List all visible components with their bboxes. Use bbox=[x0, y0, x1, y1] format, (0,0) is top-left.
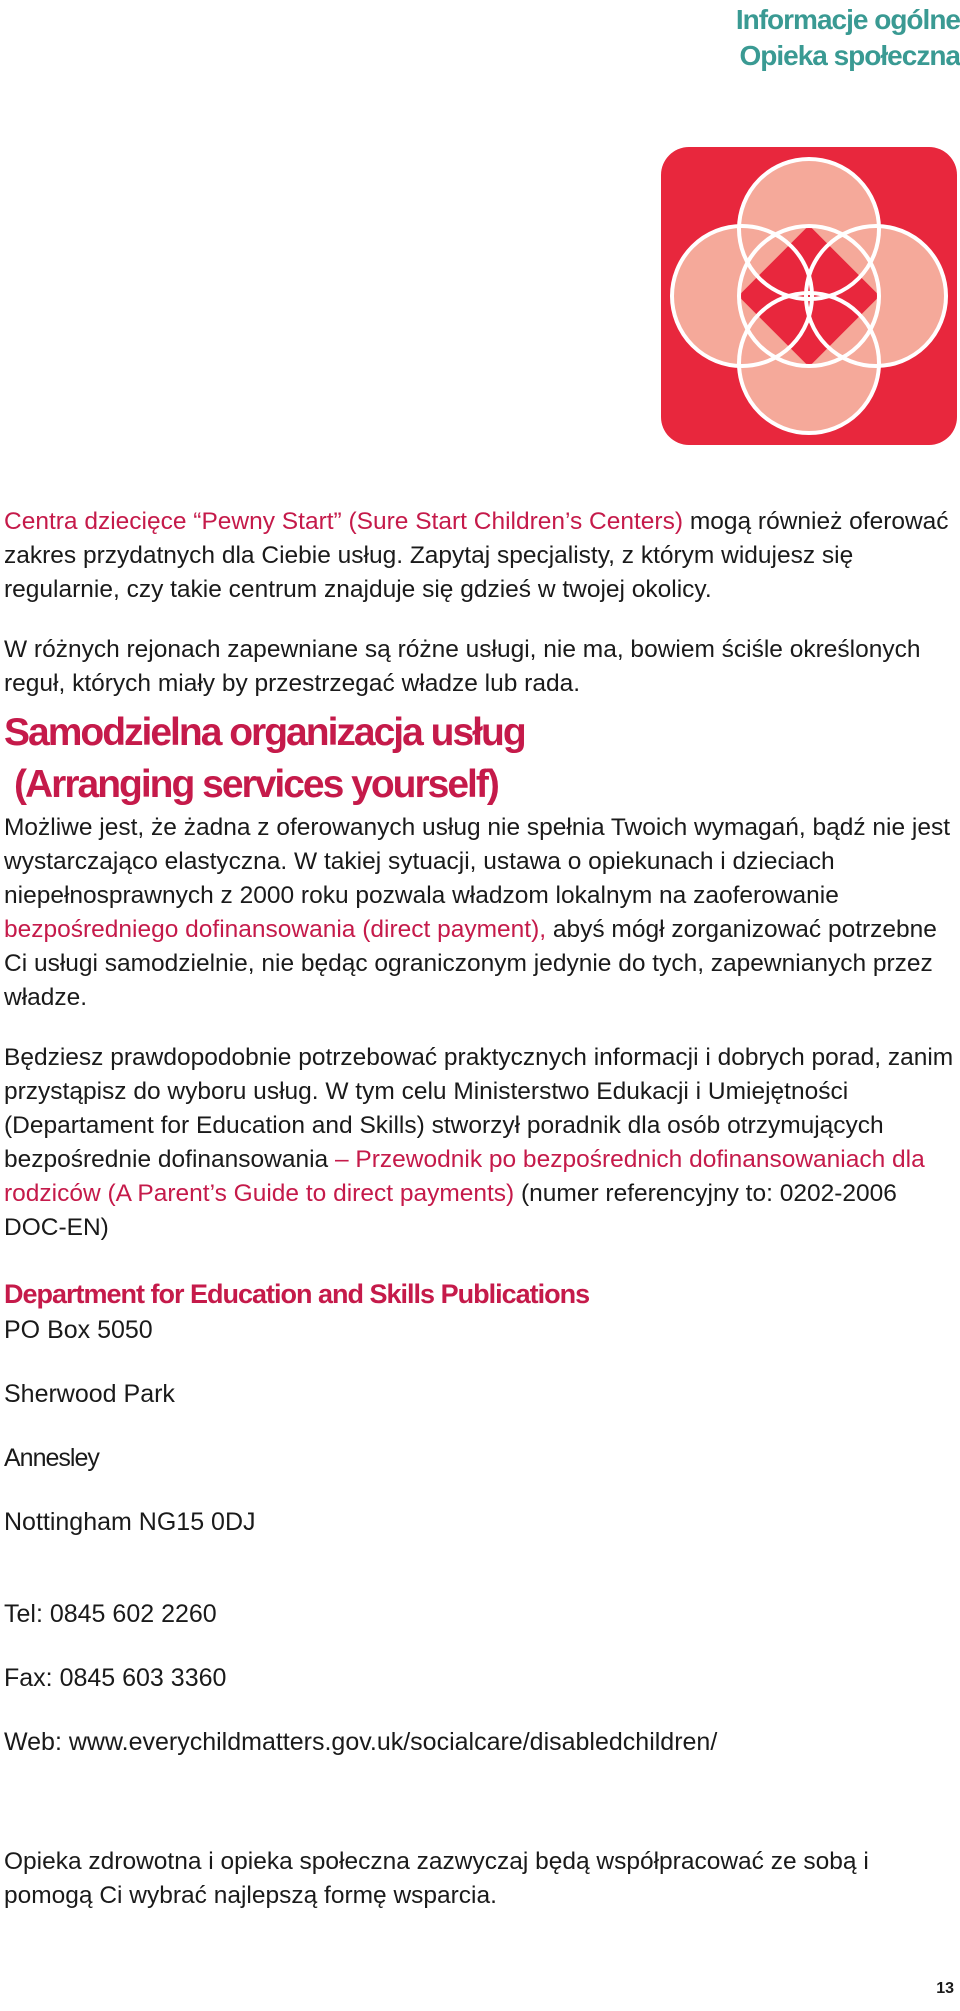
main-content bbox=[4, 505, 956, 1913]
address-po-box: PO Box 5050 bbox=[4, 1316, 153, 1344]
direct-payment-text-before: Możliwe jest, że żadna z oferowanych usług nie spełnia Twoich wymagań, bądź nie jest wystarczająco elastyczna. W takiej sytuacji, ustawa o opiekunach i dzieciach niepełnosprawnych z 2000 roku pozwala władzom lokalnym na zaoferowanie bbox=[4, 814, 951, 909]
publications-heading: Department for Education and Skills Publications bbox=[4, 1279, 590, 1309]
address-park: Sherwood Park bbox=[4, 1380, 175, 1408]
guide-paragraph bbox=[4, 1041, 956, 1245]
sure-start-paragraph bbox=[4, 505, 956, 607]
page-header bbox=[0, 0, 960, 74]
section-heading-polish: Samodzielna organizacja usług bbox=[4, 711, 525, 754]
contact-tel: Tel: 0845 602 2260 bbox=[4, 1600, 217, 1628]
contact-fax: Fax: 0845 603 3360 bbox=[4, 1664, 227, 1692]
address-city: Nottingham NG15 0DJ bbox=[4, 1508, 256, 1536]
contact-web[interactable]: Web: www.everychildmatters.gov.uk/socialcare/disabledchildren/ bbox=[4, 1728, 718, 1756]
parents-guide-link[interactable]: – Przewodnik po bezpośrednich dofinansowaniach dla rodziców (A Parent’s Guide to direct payments) bbox=[4, 1146, 925, 1207]
sure-start-text: mogą również oferować zakres przydatnych dla Ciebie usług. Zapytaj specjalisty, z którym widujesz się regularnie, czy takie centrum znajduje się gdzieś w twojej okolicy. bbox=[4, 508, 949, 603]
section-heading-english: (Arranging services yourself) bbox=[14, 763, 498, 806]
direct-payment-text-after: abyś mógł zorganizować potrzebne Ci usługi samodzielnie, nie będąc ograniczonym jedynie do tych, zapewnianych przez władze. bbox=[4, 916, 937, 1011]
sure-start-link[interactable]: Centra dziecięce “Pewny Start” (Sure Start Children’s Centers) bbox=[4, 508, 684, 535]
address-town: Annesley bbox=[4, 1444, 99, 1472]
header-subcategory: Opieka społeczna bbox=[739, 40, 960, 71]
guide-text-after: (numer referencyjny to: 0202-2006 DOC-EN) bbox=[4, 1180, 897, 1241]
care-logo-icon bbox=[661, 147, 957, 445]
regional-services-paragraph: W różnych rejonach zapewniane są różne usługi, nie ma, bowiem ściśle określonych reguł, których miały by przestrzegać władze lub rada. bbox=[4, 636, 921, 697]
guide-text-before: Będziesz prawdopodobnie potrzebować praktycznych informacji i dobrych porad, zanim przystąpisz do wyboru usług. W tym celu Ministerstwo Edukacji i Umiejętności (Departament for Education and Skills) stworzył poradnik dla osób otrzymujących bezpośrednie dofinansowania bbox=[4, 1044, 954, 1173]
direct-payment-paragraph bbox=[4, 811, 956, 1015]
closing-paragraph: Opieka zdrowotna i opieka społeczna zazwyczaj będą współpracować ze sobą i pomogą Ci wybrać najlepszą formę wsparcia. bbox=[4, 1848, 869, 1909]
direct-payment-link[interactable]: bezpośredniego dofinansowania (direct payment), bbox=[4, 916, 547, 943]
page-number: 13 bbox=[936, 1980, 954, 1997]
header-category: Informacje ogólne bbox=[735, 4, 960, 35]
